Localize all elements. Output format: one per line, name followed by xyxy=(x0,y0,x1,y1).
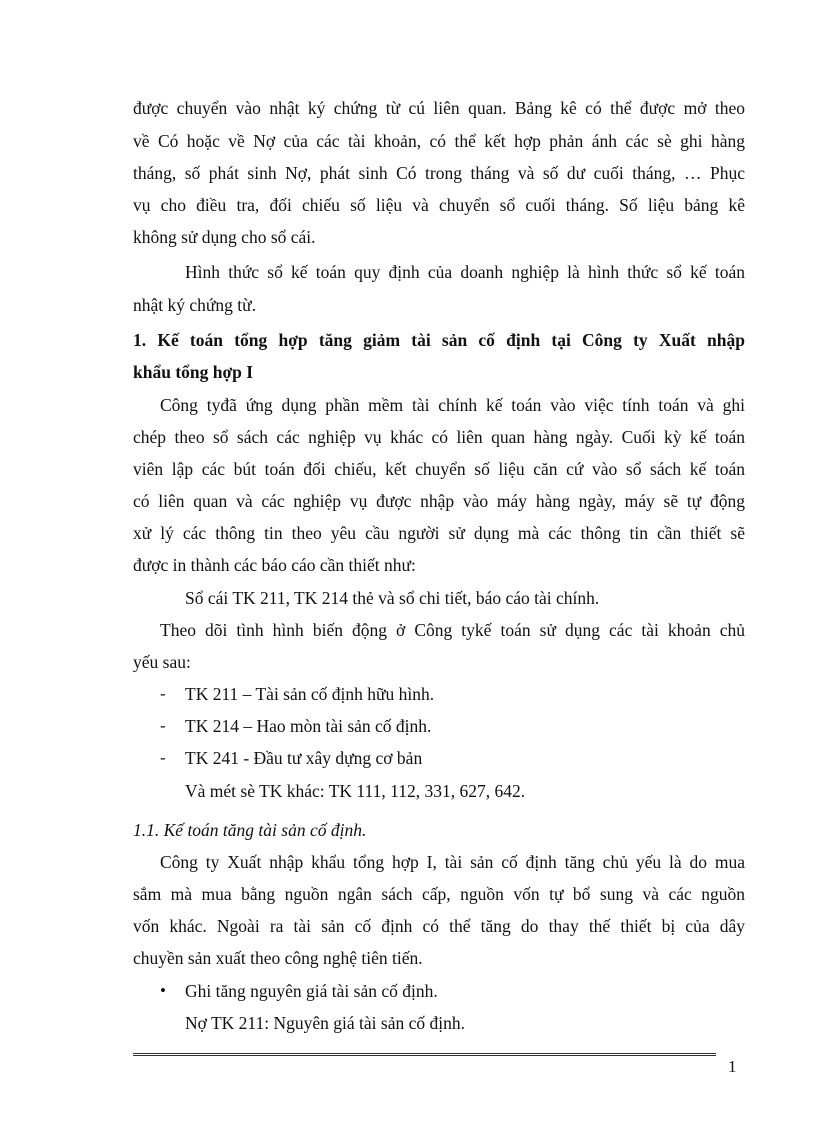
text-line: viên lập các bút toán đối chiếu, kết chuyển số liệu căn cứ vào sổ sách kế toán xyxy=(133,459,745,479)
text-line: chép theo sổ sách các nghiệp vụ khác có liên quan hàng ngày. Cuối kỳ kế toán xyxy=(133,427,745,447)
subsection-heading: 1.1. Kế toán tăng tài sản cố định. xyxy=(133,820,367,840)
bullet-icon: • xyxy=(160,981,166,1000)
text-line: Công tyđã ứng dụng phần mềm tài chính kế toán vào việc tính toán và ghi xyxy=(160,395,745,415)
text-line: chuyền sản xuất theo công nghệ tiên tiến. xyxy=(133,948,423,968)
text-line: không sử dụng cho sổ cái. xyxy=(133,227,316,247)
text-line: Nợ TK 211: Nguyên giá tài sản cố định. xyxy=(185,1013,465,1033)
text-line: sắm mà mua bằng nguồn ngân sách cấp, nguồn vốn tự bổ sung và các nguồn xyxy=(133,884,745,904)
text-line: có liên quan và các nghiệp vụ được nhập vào máy hàng ngày, máy sẽ tự động xyxy=(133,491,745,511)
text-line: được chuyển vào nhật ký chứng từ cú liên quan. Bảng kê có thể được mở theo xyxy=(133,98,745,118)
text-line: Hình thức sổ kế toán quy định của doanh nghiệp là hình thức sổ kế toán xyxy=(185,262,745,282)
text-line: yếu sau: xyxy=(133,652,191,672)
page-number: 1 xyxy=(728,1057,737,1076)
text-line: tháng, số phát sinh Nợ, phát sinh Có trong tháng và số dư cuối tháng, … Phục xyxy=(133,163,745,183)
text-line: Công ty Xuất nhập khẩu tổng hợp I, tài sản cố định tăng chủ yếu là do mua xyxy=(160,852,745,872)
text-line: Theo dõi tình hình biến động ở Công tykế toán sử dụng các tài khoản chủ xyxy=(160,620,745,640)
footer-rule xyxy=(133,1053,716,1056)
text-line: vụ cho điều tra, đối chiếu số liệu và chuyển sổ cuối tháng. Số liệu bảng kê xyxy=(133,195,745,215)
text-line: Và mét sè TK khác: TK 111, 112, 331, 627, 642. xyxy=(185,781,526,801)
text-line: TK 241 - Đầu tư xây dựng cơ bản xyxy=(185,748,423,768)
text-line: được in thành các báo cáo cần thiết như: xyxy=(133,555,416,575)
dash-list-marker: - xyxy=(160,716,166,735)
dash-list-marker: - xyxy=(160,684,166,703)
text-line: Sổ cái TK 211, TK 214 thẻ và sổ chi tiết, báo cáo tài chính. xyxy=(185,588,600,608)
section-heading: 1. Kế toán tổng hợp tăng giảm tài sản cố định tại Công ty Xuất nhập xyxy=(133,330,745,350)
text-line: vốn khác. Ngoài ra tài sản cố định có thể tăng do thay thế thiết bị của dây xyxy=(133,916,745,936)
text-line: Ghi tăng nguyên giá tài sản cố định. xyxy=(185,981,438,1001)
dash-list-marker: - xyxy=(160,748,166,767)
text-line: nhật ký chứng từ. xyxy=(133,295,256,315)
text-line: xử lý các thông tin theo yêu cầu người sử dụng mà các thông tin cần thiết sẽ xyxy=(133,523,745,543)
section-heading: khẩu tổng hợp I xyxy=(133,362,254,382)
text-line: về Có hoặc về Nợ của các tài khoản, có thể kết hợp phản ánh các sè ghi hàng xyxy=(133,131,745,151)
text-line: TK 211 – Tài sản cố định hữu hình. xyxy=(185,684,435,704)
text-line: TK 214 – Hao mòn tài sản cố định. xyxy=(185,716,432,736)
